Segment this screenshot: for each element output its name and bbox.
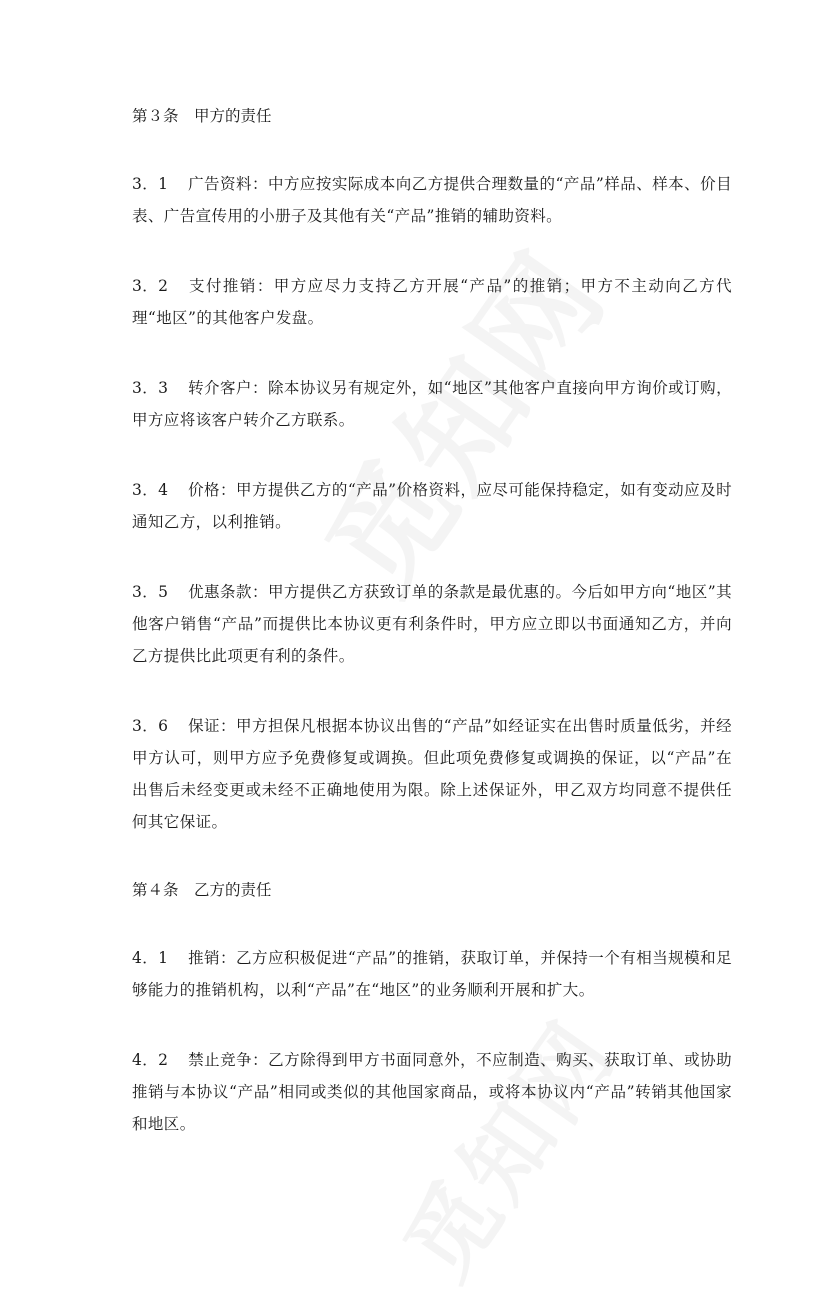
- clause-number: 3．6: [132, 717, 169, 735]
- clause-3-1: [132, 168, 732, 232]
- clause-number: 3．1: [132, 175, 169, 193]
- clause-number: 3．5: [132, 583, 169, 601]
- article-3-heading: 第３条 甲方的责任: [132, 107, 272, 125]
- clause-number: 4．1: [132, 949, 169, 967]
- clause-number: 3．2: [132, 277, 169, 295]
- article-4-heading: 第４条 乙方的责任: [132, 881, 272, 899]
- clause-text: 支付推销：甲方应尽力支持乙方开展“产品”的推销；甲方不主动向乙方代理“地区”的其他客户发盘。: [132, 277, 732, 327]
- clause-3-6: [132, 710, 732, 838]
- clause-4-2: [132, 1044, 732, 1140]
- clause-3-5: [132, 576, 732, 672]
- clause-text: 保证：甲方担保凡根据本协议出售的“产品”如经证实在出售时质量低劣，并经甲方认可，则甲方应予免费修复或调换。但此项免费修复或调换的保证，以“产品”在出售后未经变更或未经不正确地使用为限。除上述保证外，甲乙双方均同意不提供任何其它保证。: [132, 717, 732, 831]
- clause-number: 3．4: [132, 481, 169, 499]
- clause-text: 优惠条款：甲方提供乙方获致订单的条款是最优惠的。今后如甲方向“地区”其他客户销售“产品”而提供比本协议更有利条件时，甲方应立即以书面通知乙方，并向乙方提供比此项更有利的条件。: [132, 583, 732, 665]
- clause-3-3: [132, 372, 732, 436]
- clause-text: 价格：甲方提供乙方的“产品”价格资料，应尽可能保持稳定，如有变动应及时通知乙方，以利推销。: [132, 481, 732, 531]
- clause-text: 禁止竞争：乙方除得到甲方书面同意外，不应制造、购买、获取订单、或协助推销与本协议“产品”相同或类似的其他国家商品，或将本协议内“产品”转销其他国家和地区。: [132, 1051, 732, 1133]
- clause-text: 广告资料：中方应按实际成本向乙方提供合理数量的“产品”样品、样本、价目表、广告宣传用的小册子及其他有关“产品”推销的辅助资料。: [132, 175, 732, 225]
- clause-number: 4．2: [132, 1051, 169, 1069]
- clause-3-4: [132, 474, 732, 538]
- clause-4-1: [132, 942, 732, 1006]
- document-body: [132, 102, 732, 1140]
- clause-3-2: [132, 270, 732, 334]
- clause-text: 推销：乙方应积极促进“产品”的推销，获取订单，并保持一个有相当规模和足够能力的推销机构，以利“产品”在“地区”的业务顺利开展和扩大。: [132, 949, 732, 999]
- clause-number: 3．3: [132, 379, 169, 397]
- clause-text: 转介客户：除本协议另有规定外，如“地区”其他客户直接向甲方询价或订购，甲方应将该客户转介乙方联系。: [132, 379, 732, 429]
